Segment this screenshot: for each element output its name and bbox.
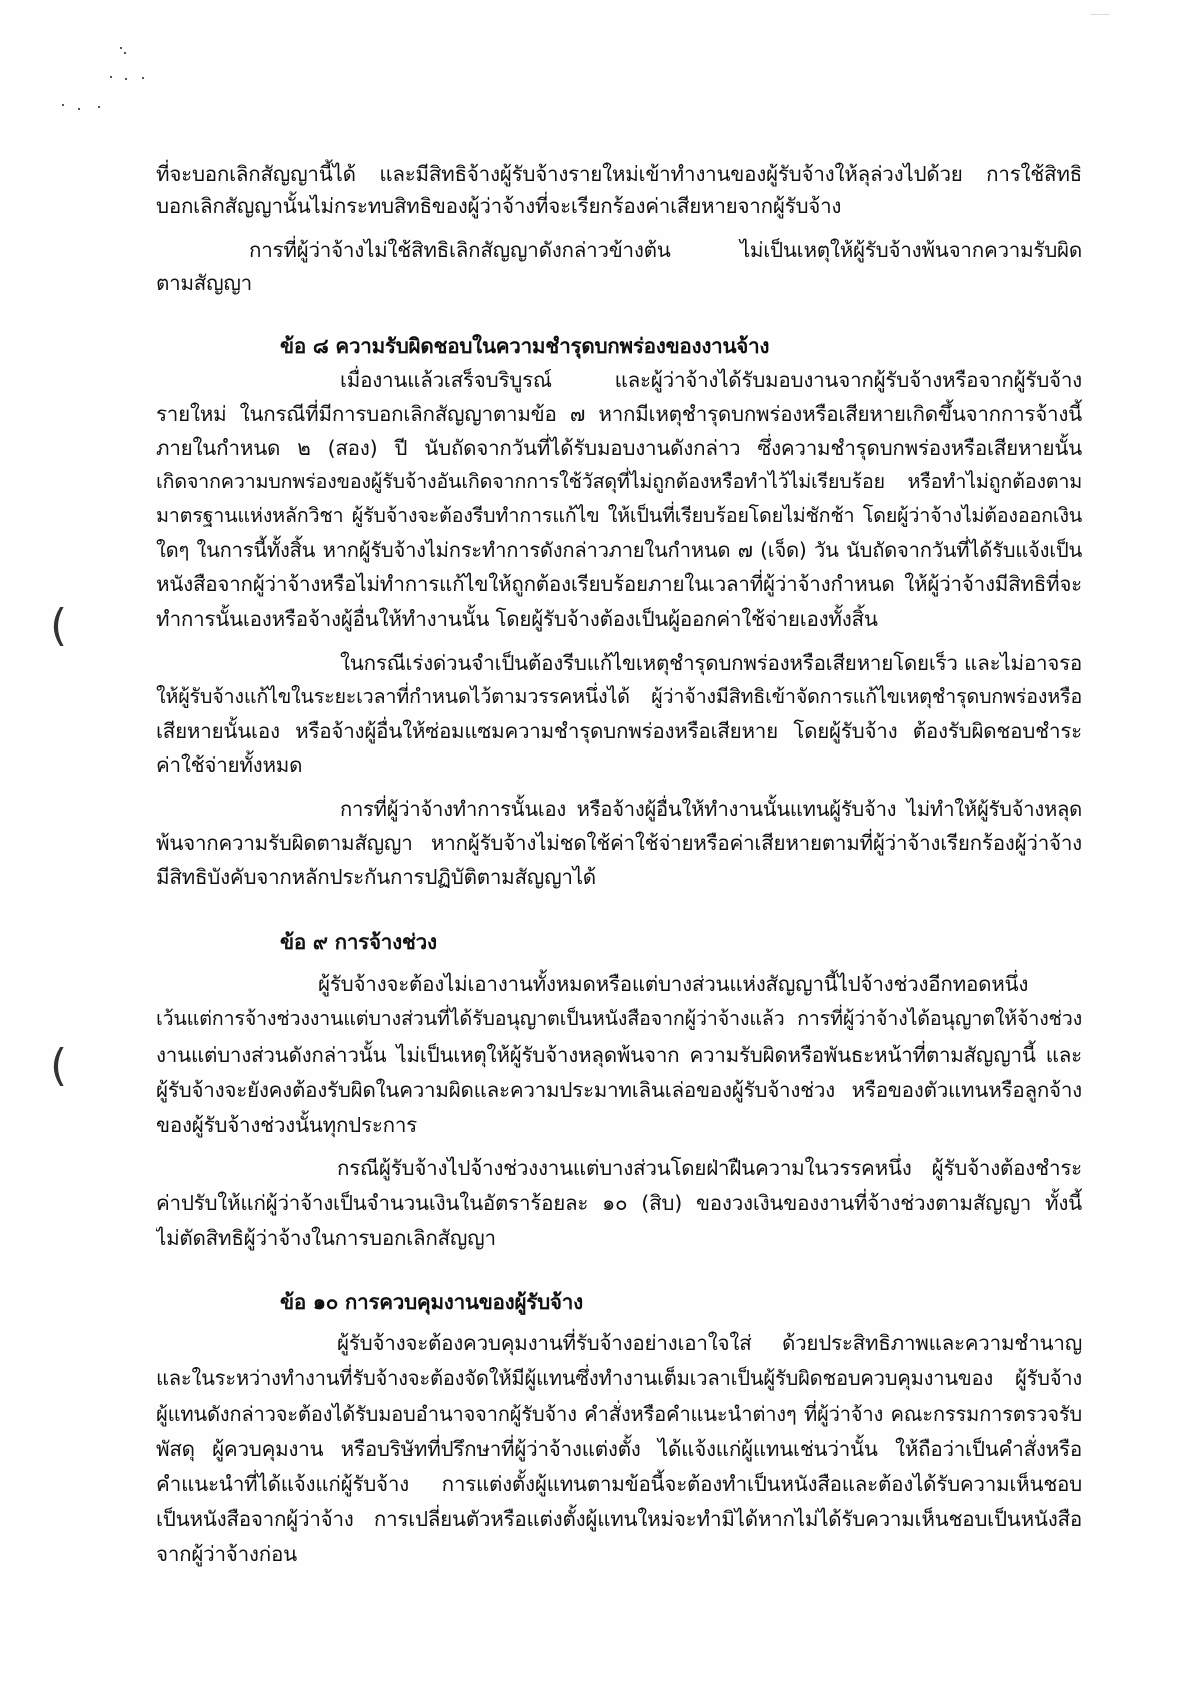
text-line: มาตรฐานแห่งหลักวิชา ผู้รับจ้างจะต้องรีบทำการแก้ไข ให้เป็นที่เรียบร้อยโดยไม่ชักช้า โดยผู้ว่าจ้างไม่ต้องออกเงิน xyxy=(156,504,1082,527)
text-line: และในระหว่างทำงานที่รับจ้างจะต้องจัดให้มีผู้แทนซึ่งทำงานเต็มเวลาเป็นผู้รับผิดชอบควบคุมงานของ ผู้รับจ้าง xyxy=(156,1366,1082,1390)
text-line: รายใหม่ ในกรณีที่มีการบอกเลิกสัญญาตามข้อ ๗ หากมีเหตุชำรุดบกพร่องหรือเสียหายเกิดขึ้นจากการจ้างนี้ xyxy=(156,402,1082,426)
text-line: ทำการนั้นเองหรือจ้างผู้อื่นให้ทำงานนั้น โดยผู้รับจ้างต้องเป็นผู้ออกค่าใช้จ่ายเองทั้งสิ้น xyxy=(156,607,878,631)
text-line: เมื่องานแล้วเสร็จบริบูรณ์ และผู้ว่าจ้างได้รับมอบงานจากผู้รับจ้างหรือจากผู้รับจ้าง xyxy=(340,368,1082,392)
text-line: หนังสือจากผู้ว่าจ้างหรือไม่ทำการแก้ไขให้ถูกต้องเรียบร้อยภายในเวลาที่ผู้ว่าจ้างกำหนด ให้ผู้ว่าจ้างมีสิทธิที่จะ xyxy=(156,572,1082,596)
scan-speck xyxy=(124,52,126,54)
text-line: กรณีผู้รับจ้างไปจ้างช่วงงานแต่บางส่วนโดยฝ่าฝืนความในวรรคหนึ่ง ผู้รับจ้างต้องชำระ xyxy=(337,1156,1082,1180)
scan-speck xyxy=(142,77,144,79)
section-heading: ข้อ ๑๐ การควบคุมงานของผู้รับจ้าง xyxy=(280,1290,583,1314)
margin-mark: ( xyxy=(50,600,68,651)
text-line: คำแนะนำที่ได้แจ้งแก่ผู้รับจ้าง การแต่งตั้งผู้แทนตามข้อนี้จะต้องทำเป็นหนังสือและต้องได้รับความเห็นชอบ xyxy=(156,1472,1082,1496)
text-line: การที่ผู้ว่าจ้างทำการนั้นเอง หรือจ้างผู้อื่นให้ทำงานนั้นแทนผู้รับจ้าง ไม่ทำให้ผู้รับจ้างหลุด xyxy=(340,797,1082,821)
text-line: ค่าปรับให้แก่ผู้ว่าจ้างเป็นจำนวนเงินในอัตราร้อยละ ๑๐ (สิบ) ของวงเงินของงานที่จ้างช่วงตามสัญญา ทั้งนี้ xyxy=(156,1191,1082,1215)
margin-mark: ( xyxy=(50,1040,68,1091)
text-line: ในกรณีเร่งด่วนจำเป็นต้องรีบแก้ไขเหตุชำรุดบกพร่องหรือเสียหายโดยเร็ว และไม่อาจรอ xyxy=(340,651,1082,675)
text-line: ให้ผู้รับจ้างแก้ไขในระยะเวลาที่กำหนดไว้ตามวรรคหนึ่งได้ ผู้ว่าจ้างมีสิทธิเข้าจัดการแก้ไขเหตุชำรุดบกพร่องหรือ xyxy=(156,685,1082,708)
text-line: เสียหายนั้นเอง หรือจ้างผู้อื่นให้ซ่อมแซมความชำรุดบกพร่องหรือเสียหาย โดยผู้รับจ้าง ต้องรับผิดชอบชำระ xyxy=(156,719,1082,743)
text-line: เป็นหนังสือจากผู้ว่าจ้าง การเปลี่ยนตัวหรือแต่งตั้งผู้แทนใหม่จะทำมิได้หากไม่ได้รับความเห็นชอบเป็นหนังสือ xyxy=(156,1507,1082,1531)
scan-speck xyxy=(78,108,80,110)
text-line: จากผู้ว่าจ้างก่อน xyxy=(156,1542,297,1566)
text-line: เกิดจากความบกพร่องของผู้รับจ้างอันเกิดจากการใช้วัสดุที่ไม่ถูกต้องหรือทำไว้ไม่เรียบร้อย หรือทำไม่ถูกต้องตาม xyxy=(156,470,1082,493)
scan-speck xyxy=(110,76,112,78)
section-heading: ข้อ ๘ ความรับผิดชอบในความชำรุดบกพร่องของงานจ้าง xyxy=(280,334,770,358)
text-line: เว้นแต่การจ้างช่วงงานแต่บางส่วนที่ได้รับอนุญาตเป็นหนังสือจากผู้ว่าจ้างแล้ว การที่ผู้ว่าจ้างได้อนุญาตให้จ้างช่วง xyxy=(156,1007,1082,1030)
text-line: พ้นจากความรับผิดตามสัญญา หากผู้รับจ้างไม่ชดใช้ค่าใช้จ่ายหรือค่าเสียหายตามที่ผู้ว่าจ้างเรียกร้องผู้ว่าจ้าง xyxy=(156,831,1082,855)
text-line: ผู้รับจ้างจะต้องไม่เอางานทั้งหมดหรือแต่บางส่วนแห่งสัญญานี้ไปจ้างช่วงอีกทอดหนึ่ง xyxy=(318,972,1029,996)
section-heading: ข้อ ๙ การจ้างช่วง xyxy=(280,930,437,954)
scan-speck xyxy=(125,78,127,80)
text-line: ค่าใช้จ่ายทั้งหมด xyxy=(156,753,303,777)
scan-speck xyxy=(62,104,64,106)
text-line: งานแต่บางส่วนดังกล่าวนั้น ไม่เป็นเหตุให้ผู้รับจ้างหลุดพ้นจาก ความรับผิดหรือพันธะหน้าที่ตามสัญญานี้ และ xyxy=(156,1043,1082,1067)
text-line: ภายในกำหนด ๒ (สอง) ปี นับถัดจากวันที่ได้รับมอบงานดังกล่าว ซึ่งความชำรุดบกพร่องหรือเสียหายนั้น xyxy=(156,436,1082,460)
text-line: ผู้รับจ้างจะยังคงต้องรับผิดในความผิดและความประมาทเลินเล่อของผู้รับจ้างช่วง หรือของตัวแทนหรือลูกจ้าง xyxy=(156,1078,1082,1102)
text-line: ที่จะบอกเลิกสัญญานี้ได้ และมีสิทธิจ้างผู้รับจ้างรายใหม่เข้าทำงานของผู้รับจ้างให้ลุล่วงไปด้วย การใช้สิทธิ xyxy=(156,162,1082,186)
text-line: ใดๆ ในการนี้ทั้งสิ้น หากผู้รับจ้างไม่กระทำการดังกล่าวภายในกำหนด ๗ (เจ็ด) วัน นับถัดจากวันที่ได้รับแจ้งเป็น xyxy=(156,538,1082,562)
text-line: ตามสัญญา xyxy=(156,271,252,295)
text-line: พัสดุ ผู้ควบคุมงาน หรือบริษัทที่ปรึกษาที่ผู้ว่าจ้างแต่งตั้ง ได้แจ้งแก่ผู้แทนเช่นว่านั้น ให้ถือว่าเป็นคำสั่งหรือ xyxy=(156,1437,1082,1461)
text-line: ไม่ตัดสิทธิผู้ว่าจ้างในการบอกเลิกสัญญา xyxy=(156,1226,496,1250)
text-line: บอกเลิกสัญญานั้นไม่กระทบสิทธิของผู้ว่าจ้างที่จะเรียกร้องค่าเสียหายจากผู้รับจ้าง xyxy=(156,194,842,218)
scan-speck xyxy=(120,47,122,49)
text-line: การที่ผู้ว่าจ้างไม่ใช้สิทธิเลิกสัญญาดังกล่าวข้างต้น ไม่เป็นเหตุให้ผู้รับจ้างพ้นจากความรับผิด xyxy=(249,238,1082,262)
text-line: ผู้รับจ้างจะต้องควบคุมงานที่รับจ้างอย่างเอาใจใส่ ด้วยประสิทธิภาพและความชำนาญ xyxy=(337,1331,1082,1355)
scan-speck xyxy=(98,106,100,108)
text-line: ของผู้รับจ้างช่วงนั้นทุกประการ xyxy=(156,1113,417,1137)
text-line: ผู้แทนดังกล่าวจะต้องได้รับมอบอำนาจจากผู้รับจ้าง คำสั่งหรือคำแนะนำต่างๆ ที่ผู้ว่าจ้าง คณะกรรมการตรวจรับ xyxy=(156,1402,1082,1426)
scan-artifact xyxy=(1090,14,1110,15)
text-line: มีสิทธิบังคับจากหลักประกันการปฏิบัติตามสัญญาได้ xyxy=(156,865,596,889)
